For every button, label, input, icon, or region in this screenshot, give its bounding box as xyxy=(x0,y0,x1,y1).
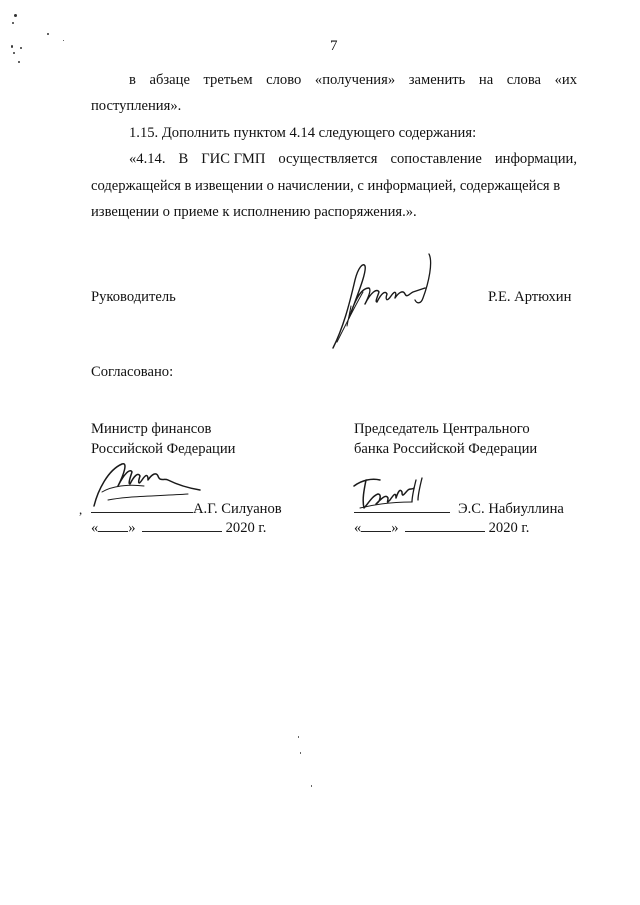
date-day-blank xyxy=(98,517,128,532)
left-signatory-date-line xyxy=(91,517,266,537)
right-signatory-name: Э.С. Набиуллина xyxy=(458,501,564,517)
date-month-blank xyxy=(405,517,485,532)
right-signatory-signature-line xyxy=(354,498,564,518)
right-signatory-date-line xyxy=(354,517,529,537)
paragraph-3-line-3: извещении о приеме к исполнению распоряжения.». xyxy=(91,204,417,220)
paragraph-3-line-1 xyxy=(129,150,577,168)
paragraph-3-line-2: содержащейся в извещении о начислении, с информацией, содержащейся в xyxy=(91,178,561,194)
word: ГИС ГМП xyxy=(201,151,266,167)
left-signatory-title-line-1: Министр финансов xyxy=(91,421,212,437)
word: В xyxy=(178,151,189,167)
left-signatory-title-line-2: Российской Федерации xyxy=(91,441,236,457)
word: абзаце xyxy=(149,72,190,88)
date-open-quote: « xyxy=(354,520,362,536)
approval-label: Согласовано: xyxy=(91,364,174,380)
left-signatory-name: А.Г. Силуанов xyxy=(193,501,282,517)
word: информации, xyxy=(494,151,577,167)
date-day-blank xyxy=(361,517,391,532)
word: сопоставление xyxy=(390,151,482,167)
word: «получения» xyxy=(314,72,396,88)
left-signatory-signature-line xyxy=(91,498,282,518)
date-year: 2020 г. xyxy=(225,520,267,536)
word: заменить xyxy=(408,72,466,88)
signature-artyukhin-icon xyxy=(325,248,445,358)
date-close-quote: » xyxy=(391,520,399,536)
right-signatory-title-line-1: Председатель Центрального xyxy=(354,421,530,437)
date-month-blank xyxy=(142,517,222,532)
paragraph-1-line-1 xyxy=(129,71,577,89)
signature-blank xyxy=(354,498,450,513)
word: слово xyxy=(266,72,302,88)
date-year: 2020 г. xyxy=(488,520,530,536)
word: на xyxy=(478,72,494,88)
word: слова xyxy=(506,72,542,88)
word: осуществляется xyxy=(278,151,378,167)
head-title: Руководитель xyxy=(91,289,176,305)
stray-mark: , xyxy=(79,502,83,517)
signature-blank xyxy=(91,498,193,513)
date-open-quote: « xyxy=(91,520,99,536)
word: «их xyxy=(554,72,577,88)
word: третьем xyxy=(203,72,253,88)
right-signatory-title-line-2: банка Российской Федерации xyxy=(354,441,538,457)
head-name: Р.Е. Артюхин xyxy=(488,289,572,305)
page-number: 7 xyxy=(330,38,338,54)
word: в xyxy=(129,72,136,88)
date-close-quote: » xyxy=(128,520,136,536)
paragraph-1-line-2: поступления». xyxy=(91,98,182,114)
word: «4.14. xyxy=(129,151,166,167)
paragraph-2: 1.15. Дополнить пунктом 4.14 следующего содержания: xyxy=(129,125,477,141)
